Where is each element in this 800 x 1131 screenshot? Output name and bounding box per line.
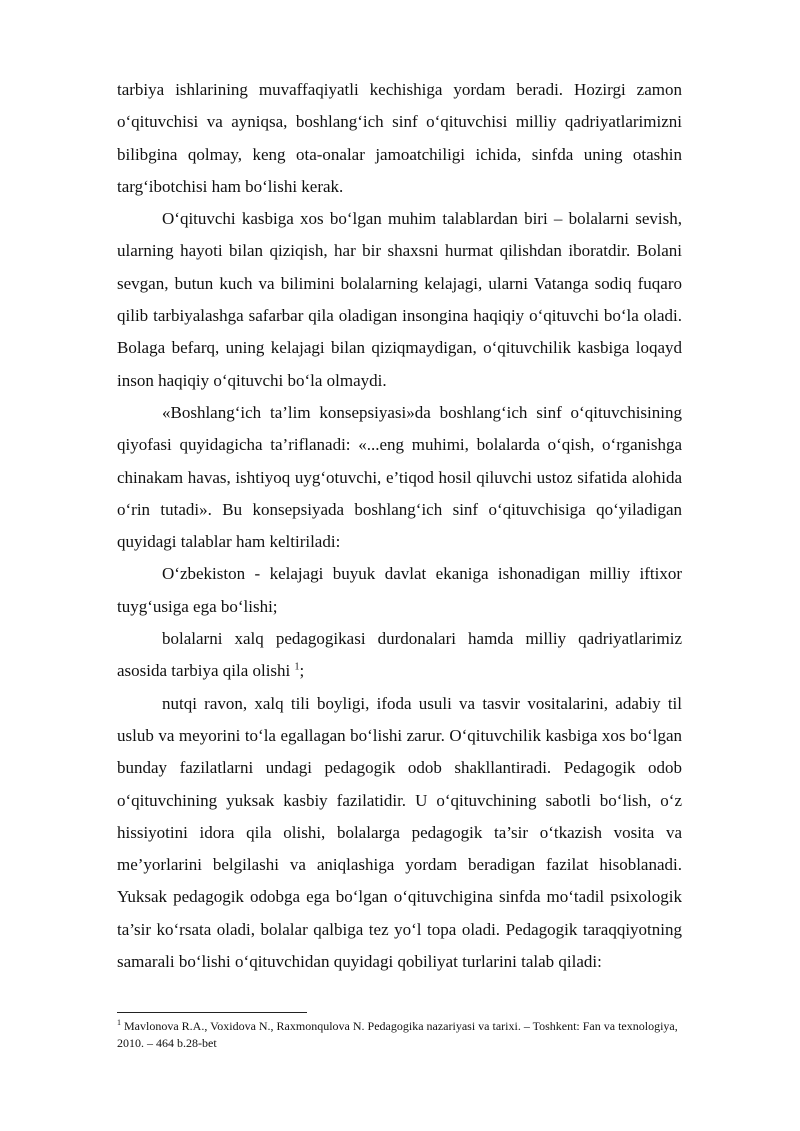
footnote-reference[interactable]: 1	[294, 661, 300, 673]
paragraph: «Boshlang‘ich ta’lim konsepsiyasi»da boshlang‘ich sinf o‘qituvchisining qiyofasi quyidagicha ta’riflanadi: «...eng muhimi, bolalarda o‘qish, o‘rganishga chinakam havas, ishtiyoq uyg‘otuvchi, e’tiqod hosil qiluvchi ustoz sifatida alohida o‘rin tutadi». Bu konsepsiyada boshlang‘ich sinf o‘qituvchisiga qo‘yiladigan quyidagi talablar ham keltiriladi:	[117, 402, 682, 552]
paragraph: tarbiya ishlarining muvaffaqiyatli kechishiga yordam beradi. Hozirgi zamon o‘qituvchisi va ayniqsa, boshlang‘ich sinf o‘qituvchisi milliy qadriyatlarimizni bilibgina qolmay, keng ota-onalar jamoatchiligi ichida, sinfda uning otashin targ‘ibotchisi ham bo‘lishi kerak.	[117, 80, 682, 196]
footnote-marker: 1	[117, 1018, 121, 1027]
paragraph: nutqi ravon, xalq tili boyligi, ifoda usuli va tasvir vositalarini, adabiy til uslub va meyorini to‘la egallagan bo‘lishi zarur. O‘qituvchilik kasbiga xos bo‘lgan bunday fazilatlarni undagi pedagogik odob shakllantiradi. Pedagogik odob o‘qituvchining yuksak kasbiy fazilatidir. U o‘qituvchining sabotli bo‘lish, o‘z hissiyotini idora qila olishi, bolalarga pedagogik ta’sir o‘tkazish vosita va me’yorlarini belgilashi va aniqlashiga yordam beradigan fazilat hisoblanadi. Yuksak pedagogik odobga ega bo‘lgan o‘qituvchigina sinfda mo‘tadil psixologik ta’sir ko‘rsata oladi, bolalar qalbiga tez yo‘l topa oladi. Pedagogik taraqqiyotning samarali bo‘lishi o‘qituvchidan quyidagi qobiliyat turlarini talab qiladi:	[117, 693, 682, 972]
paragraph-text: bolalarni xalq pedagogikasi durdonalari hamda milliy qadriyatlarimiz asosida tarbiya qila olishi	[117, 629, 682, 681]
paragraph-suffix: ;	[299, 661, 305, 681]
footnote-text: Mavlonova R.A., Voxidova N., Raxmonqulova N. Pedagogika nazariyasi va tarixi. – Toshkent: Fan va texnologiya, 2010. – 464 b.28-bet	[117, 1019, 678, 1050]
paragraph: O‘zbekiston - kelajagi buyuk davlat ekaniga ishonadigan milliy iftixor tuyg‘usiga ega bo‘lishi;	[117, 564, 682, 616]
paragraph	[117, 623, 682, 688]
footnote-separator	[117, 1012, 307, 1013]
body-text	[117, 74, 682, 978]
footnote	[117, 1018, 682, 1052]
paragraph: O‘qituvchi kasbiga xos bo‘lgan muhim talablardan biri – bolalarni sevish, ularning hayoti bilan qiziqish, har bir shaxsni hurmat qilishdan iboratdir. Bolani sevgan, butun kuch va bilimini bolalarning kelajagi, ularni Vatanga sodiq fuqaro qilib tarbiyalashga safarbar qila oladigan insongina haqiqiy o‘qituvchi bo‘la oladi. Bolaga befarq, uning kelajagi bilan qiziqmaydigan, o‘qituvchilik kasbiga loqayd inson haqiqiy o‘qituvchi bo‘la olmaydi.	[117, 209, 682, 390]
